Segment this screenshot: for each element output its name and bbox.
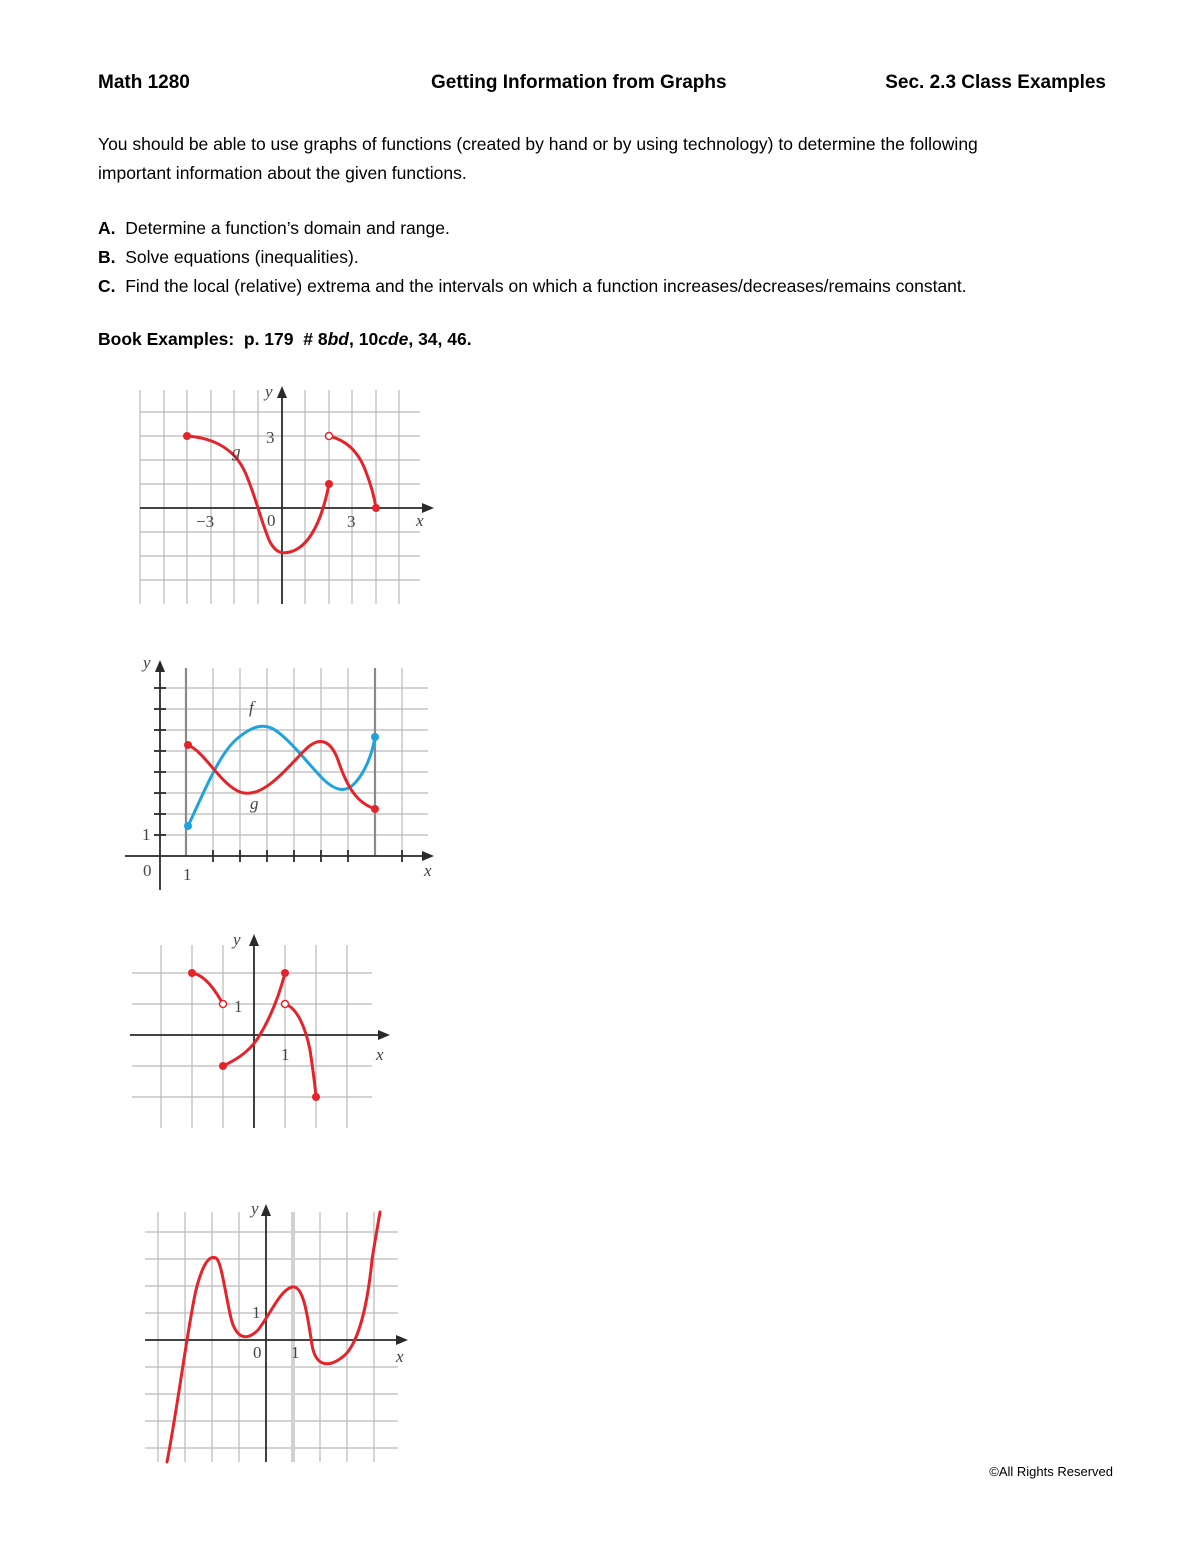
objective-letter: A. [98,218,116,238]
graph-3-curve-3 [285,1004,316,1097]
objective-b [98,243,1108,272]
graph-1-open-point [326,433,333,440]
graph-3-y-arrow [249,934,259,946]
graph-1-grid [140,390,420,604]
graph-3-grid [132,945,372,1128]
graph-1-y-tick-3: 3 [266,428,275,447]
graph-3-open-point [282,1001,289,1008]
graph-2-x-arrow [422,851,434,861]
book-examples-label: Book Examples: [98,329,235,349]
graph-1-origin-label: 0 [267,511,276,530]
graph-4-y-label: y [251,1199,259,1218]
graph-4-origin-label: 0 [253,1343,262,1362]
graph-2-y-label: y [143,653,151,672]
graph-2-g-endpoint [371,805,379,813]
objective-text: Find the local (relative) extrema and the intervals on which a function increases/decreases/remains constant. [125,276,967,296]
document-title: Getting Information from Graphs [431,72,727,93]
graph-1-x-tick-3: 3 [347,512,356,531]
graph-2-curve-g [188,742,375,809]
graph-3-closed-point [281,969,289,977]
objective-letter: C. [98,276,116,296]
graph-2 [118,648,448,896]
objective-c [98,272,1108,301]
book-examples-n2-letters: cde [378,329,409,349]
graph-1-x-tick-neg3: −3 [196,512,215,531]
graph-3-x-arrow [378,1030,390,1040]
graph-1-x-label: x [416,511,424,530]
objective-letter: B. [98,247,116,267]
graph-4-x-label: x [396,1347,404,1366]
graph-3-curve-1 [192,973,223,1004]
graph-3-y-tick-1: 1 [234,997,243,1016]
section-title: Sec. 2.3 Class Examples [885,72,1106,93]
graph-2-curve-f [188,726,375,826]
intro-line-1: You should be able to use graphs of functions (created by hand or by using technology) to determine the following [98,134,978,154]
intro-line-2: important information about the given functions. [98,163,467,183]
book-examples-page: p. 179 [243,329,294,349]
graph-2-y-tick-1: 1 [142,825,151,844]
book-examples-n1: 8 [317,329,328,349]
graph-2-x-tick-1: 1 [183,865,192,884]
course-title: Math 1280 [98,72,190,93]
graph-2-f-endpoint [371,733,379,741]
graph-4-x-arrow [396,1335,408,1345]
graph-3-y-label: y [233,930,241,949]
graph-2-f-label: f [249,698,254,717]
objective-a [98,214,1108,243]
graph-3-closed-point [312,1093,320,1101]
book-examples-hash: # [303,329,313,349]
graph-3-open-point [220,1001,227,1008]
graph-1-y-label: y [265,382,273,401]
graph-4-grid [145,1212,398,1462]
graph-4-y-arrow [261,1204,271,1216]
graph-1-y-arrow [277,386,287,398]
graph-1-g-label: g [232,442,241,461]
copyright-footer: ©All Rights Reserved [989,1464,1113,1479]
graph-4-x-tick-1: 1 [291,1343,300,1362]
graph-2-y-arrow [155,660,165,672]
graph-2-g-endpoint [184,741,192,749]
book-examples-rest: , 34, 46. [408,329,472,349]
graph-3 [126,926,396,1134]
graph-2-f-endpoint [184,822,192,830]
graph-1-x-arrow [422,503,434,513]
graph-4-curve [167,1212,380,1462]
graph-3-x-tick-1: 1 [281,1045,290,1064]
graph-4-y-tick-1: 1 [252,1303,261,1322]
objectives-list [98,214,1108,301]
objective-text: Solve equations (inequalities). [125,247,359,267]
intro-paragraph [98,130,1108,188]
graph-3-closed-point [219,1062,227,1070]
graph-1-closed-point [325,480,333,488]
graph-1 [130,378,440,608]
book-examples-n1-letters: bd [327,329,349,349]
graph-2-x-label: x [424,861,432,880]
page-header [98,72,1106,102]
book-examples: Book Examples: p. 179 # 8bd, 10cde, 34, 46. [98,329,472,349]
graph-2-origin-label: 0 [143,861,152,880]
graph-2-g-label: g [250,794,259,813]
graph-1-closed-point [372,504,380,512]
graph-3-closed-point [188,969,196,977]
graph-4 [138,1196,414,1468]
book-examples-n2: 10 [358,329,379,349]
objective-text: Determine a function’s domain and range. [125,218,450,238]
graph-1-closed-point [183,432,191,440]
graph-3-x-label: x [376,1045,384,1064]
